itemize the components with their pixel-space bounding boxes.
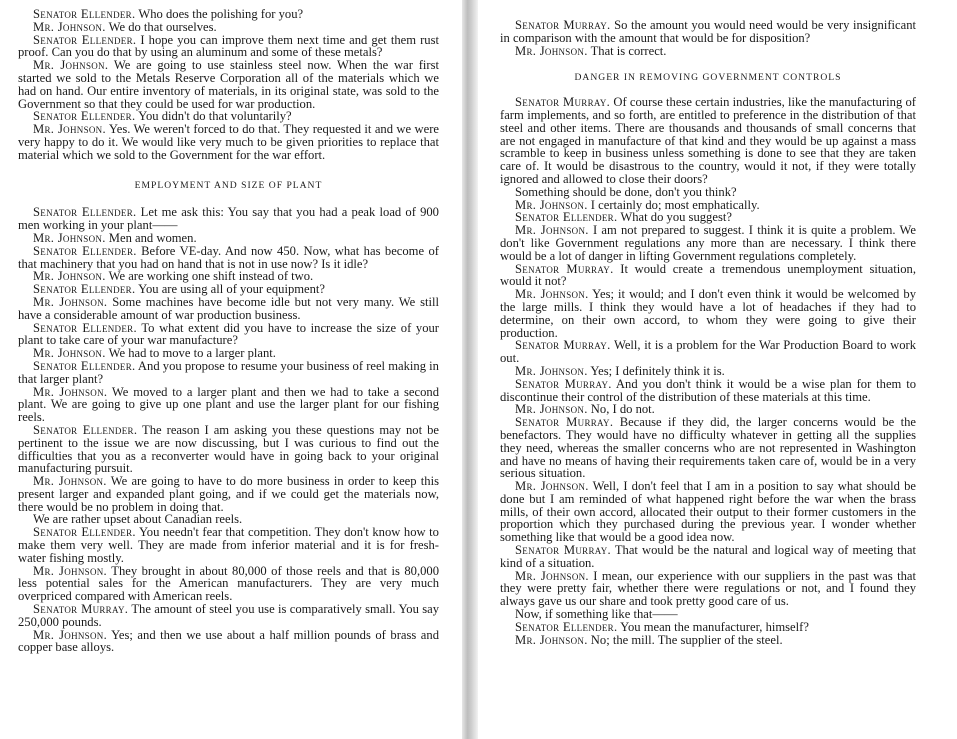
- right-paragraphs-before: [500, 19, 916, 57]
- testimony-paragraph: [18, 59, 439, 110]
- speaker-name: Mr. Johnson.: [33, 230, 106, 245]
- testimony-text: We do that ourselves.: [105, 19, 217, 34]
- speaker-name: Mr. Johnson.: [33, 294, 108, 309]
- speaker-name: Mr. Johnson.: [515, 568, 589, 583]
- testimony-text: I certainly do; most emphatically.: [587, 197, 760, 212]
- testimony-text: We moved to a larger plant and then we had to take a second plant. We are going to give up one plant and use the larger plant for our fishing reels.: [18, 384, 439, 425]
- testimony-text: The reason I am asking you these questions may not be pertinent to the issue we are now discussing, but I was curious to find out the difficulties that you as a reconverter would have in going back to your original manufacturing pursuit.: [18, 422, 439, 476]
- speaker-name: Senator Ellender.: [33, 282, 136, 297]
- testimony-paragraph: [500, 416, 916, 480]
- speaker-name: Senator Murray.: [515, 543, 611, 558]
- speaker-name: Mr. Johnson.: [33, 269, 106, 284]
- testimony-paragraph: [500, 96, 916, 186]
- testimony-paragraph: [500, 263, 916, 289]
- testimony-text: Now, if something like that——: [515, 607, 678, 622]
- speaker-name: Senator Ellender.: [33, 205, 137, 220]
- testimony-text: You needn't fear that competition. They don't know how to make them very well. They are made from inferior material and it is for fresh-water fishing mostly.: [18, 525, 439, 565]
- testimony-text: They brought in about 80,000 of those reels and that is 80,000 less potential sales for the American manufacturers. They are very much overpriced compared with American reels.: [18, 563, 440, 604]
- left-paragraphs-before: [18, 8, 439, 162]
- speaker-name: Mr. Johnson.: [33, 384, 108, 399]
- testimony-paragraph: [500, 570, 916, 608]
- speaker-name: Mr. Johnson.: [33, 474, 107, 489]
- testimony-text: Yes; I definitely think it is.: [587, 363, 725, 378]
- speaker-name: Senator Murray.: [515, 95, 611, 110]
- testimony-text: Let me ask this: You say that you had a peak load of 900 men working in your plant——: [18, 205, 439, 233]
- testimony-text: So the amount you would need would be very insignificant in comparison with the amount that would be for disposition?: [500, 18, 916, 45]
- testimony-text: That is correct.: [587, 43, 667, 58]
- speaker-name: Senator Murray.: [515, 18, 611, 32]
- right-paragraphs-after: [500, 96, 916, 646]
- testimony-paragraph: [500, 339, 916, 365]
- testimony-text: I mean, our experience with our suppliers in the past was that they were pretty fair, whether there were regulations or not, and I found they always gave us our share and took pretty good care of us.: [500, 568, 916, 609]
- speaker-name: Senator Ellender.: [33, 7, 136, 21]
- testimony-text: We had to move to a larger plant.: [105, 346, 276, 361]
- speaker-name: Senator Ellender.: [33, 358, 136, 373]
- testimony-paragraph: [500, 19, 916, 45]
- testimony-text: We are rather upset about Canadian reels.: [33, 512, 243, 527]
- testimony-paragraph: [18, 34, 439, 60]
- speaker-name: Senator Murray.: [515, 261, 614, 276]
- speaker-name: Mr. Johnson.: [515, 43, 588, 58]
- testimony-paragraph: [18, 386, 439, 424]
- speaker-name: Senator Ellender.: [33, 320, 137, 335]
- speaker-name: Senator Ellender.: [33, 422, 138, 437]
- testimony-text: The amount of steel you use is comparatively small. You say 250,000 pounds.: [18, 602, 440, 629]
- testimony-text: Of course these certain industries, like the manufacturing of farm implements, and so forth, are entitled to preference in the distribution of that steel and other items. There are thousands and thousands of small concerns that are not engaged in manufacture of that kind and they would be up against a mass scramble to keep in business unless something is done to see that they are taken care of. It would be disastrous to the country, would it not, if they were totally ignored and allowed to close their doors?: [500, 95, 916, 186]
- testimony-text: Who does the polishing for you?: [135, 7, 304, 21]
- testimony-text: You mean the manufacturer, himself?: [617, 619, 809, 634]
- testimony-text: And you don't think it would be a wise plan for them to discontinue their control of the distribution of these materials at this time.: [500, 376, 917, 404]
- testimony-text: Yes; and then we use about a half million pounds of brass and copper base alloys.: [18, 627, 439, 655]
- speaker-name: Mr. Johnson.: [515, 479, 589, 494]
- testimony-text: We are going to use stainless steel now. When the war first started we sold to the Metals Reserve Corporation all of the materials which we had on hand. Our entire inventory of materials, in its original state, was sold to the Government so that they could be used for war production.: [18, 58, 439, 111]
- speaker-name: Senator Ellender.: [515, 619, 618, 634]
- testimony-paragraph: [500, 45, 916, 58]
- testimony-text: Yes; it would; and I don't even think it would be welcomed by the large mills. I think they would have a lot of headaches if they had to determine, on their own accord, to whom they were going to give their production.: [500, 287, 916, 340]
- testimony-text: You didn't do that voluntarily?: [135, 109, 292, 124]
- speaker-name: Mr. Johnson.: [33, 346, 106, 361]
- testimony-paragraph: [500, 634, 916, 647]
- speaker-name: Mr. Johnson.: [515, 363, 588, 378]
- speaker-name: Mr. Johnson.: [515, 632, 588, 647]
- testimony-paragraph: [18, 475, 439, 513]
- testimony-paragraph: [18, 322, 439, 348]
- testimony-paragraph: [18, 123, 439, 161]
- section-heading-danger: DANGER IN REMOVING GOVERNMENT CONTROLS: [574, 72, 842, 84]
- speaker-name: Senator Ellender.: [33, 243, 137, 258]
- speaker-name: Senator Ellender.: [515, 210, 618, 225]
- testimony-text: Some machines have become idle but not very many. We still have a considerable amount of war production business.: [18, 294, 439, 322]
- right-column: [500, 19, 916, 646]
- testimony-text: Well, it is a problem for the War Production Board to work out.: [500, 338, 916, 366]
- speaker-name: Mr. Johnson.: [33, 563, 107, 578]
- page-gutter: [462, 0, 478, 739]
- testimony-paragraph: [18, 360, 439, 386]
- testimony-paragraph: [500, 288, 916, 339]
- speaker-name: Mr. Johnson.: [33, 58, 109, 73]
- testimony-paragraph: [18, 629, 439, 655]
- left-page: [0, 0, 462, 739]
- speaker-name: Senator Ellender.: [33, 525, 136, 540]
- testimony-text: Men and women.: [105, 230, 197, 245]
- speaker-name: Mr. Johnson.: [515, 402, 588, 417]
- testimony-text: What do you suggest?: [617, 210, 732, 225]
- speaker-name: Mr. Johnson.: [33, 19, 106, 34]
- testimony-text: That would be the natural and logical way of meeting that kind of a situation.: [500, 543, 916, 570]
- speaker-name: Senator Murray.: [515, 338, 611, 353]
- testimony-paragraph: [500, 480, 916, 544]
- testimony-text: Yes. We weren't forced to do that. They requested it and we were very happy to do it. We would like very much to be given priorities to replace that material which we sold to the Government for the war effort.: [18, 122, 440, 162]
- speaker-name: Senator Murray.: [33, 602, 129, 617]
- testimony-text: No; the mill. The supplier of the steel.: [587, 632, 783, 647]
- testimony-paragraph: [500, 544, 916, 570]
- speaker-name: Senator Ellender.: [33, 32, 137, 47]
- speaker-name: Mr. Johnson.: [33, 627, 108, 642]
- testimony-text: I am not prepared to suggest. I think it is quite a problem. We don't like Government regulations any more than are necessary. I think there would be a lot of danger in lifting Government regulations completely.: [500, 223, 916, 263]
- testimony-paragraph: [18, 206, 439, 232]
- testimony-text: Before VE-day. And now 450. Now, what has become of that machinery that you had on hand that is not in use now? Is it idle?: [18, 243, 439, 271]
- testimony-text: And you propose to resume your business of reel making in that larger plant?: [18, 358, 439, 386]
- speaker-name: Mr. Johnson.: [515, 287, 589, 302]
- testimony-paragraph: [18, 526, 439, 564]
- testimony-text: Something should be done, don't you think?: [515, 184, 737, 199]
- testimony-text: It would create a tremendous unemployment situation, would it not?: [500, 261, 916, 289]
- right-page: [478, 0, 957, 739]
- speaker-name: Senator Murray.: [515, 415, 614, 430]
- section-heading-employment: EMPLOYMENT AND SIZE OF PLANT: [134, 179, 323, 191]
- left-paragraphs-after: [18, 206, 439, 654]
- speaker-name: Senator Murray.: [515, 376, 612, 391]
- testimony-text: To what extent did you have to increase the size of your plant to take care of your war manufacture?: [18, 320, 439, 348]
- testimony-text: We are working one shift instead of two.: [105, 269, 314, 284]
- testimony-text: We are going to have to do more business in order to keep this present larger and expanded plant going, and if we could get the materials now, there would be no problem in doing that.: [18, 474, 440, 514]
- testimony-paragraph: [500, 224, 916, 262]
- speaker-name: Mr. Johnson.: [33, 122, 106, 137]
- testimony-paragraph: [18, 296, 439, 322]
- speaker-name: Senator Ellender.: [33, 109, 136, 124]
- testimony-paragraph: [500, 378, 916, 404]
- testimony-text: No, I do not.: [587, 402, 655, 417]
- left-column: [18, 8, 439, 654]
- testimony-text: Well, I don't feel that I am in a position to say what should be done but I am reminded of what happened right before the war when the brass mills, of their own accord, allocated their output to their former customers in the proportion which they purchased during the previous year. I wonder whether something like that would be a good idea now.: [500, 479, 916, 545]
- testimony-text: I hope you can improve them next time and get them rust proof. Can you do that by using an aluminum and some of these metals?: [18, 32, 439, 60]
- testimony-paragraph: [18, 424, 439, 475]
- testimony-paragraph: [18, 245, 439, 271]
- testimony-text: Because if they did, the larger concerns would be the benefactors. They would have no difficulty whatever in getting all the supplies they need, whereas the smaller concerns who are not represented in Washington and have no means of having their requirements taken care of, would be in a very serious situation.: [500, 415, 916, 481]
- testimony-text: You are using all of your equipment?: [135, 282, 326, 297]
- testimony-paragraph: [18, 565, 439, 603]
- speaker-name: Mr. Johnson.: [515, 223, 589, 238]
- testimony-paragraph: [18, 603, 439, 629]
- speaker-name: Mr. Johnson.: [515, 197, 588, 212]
